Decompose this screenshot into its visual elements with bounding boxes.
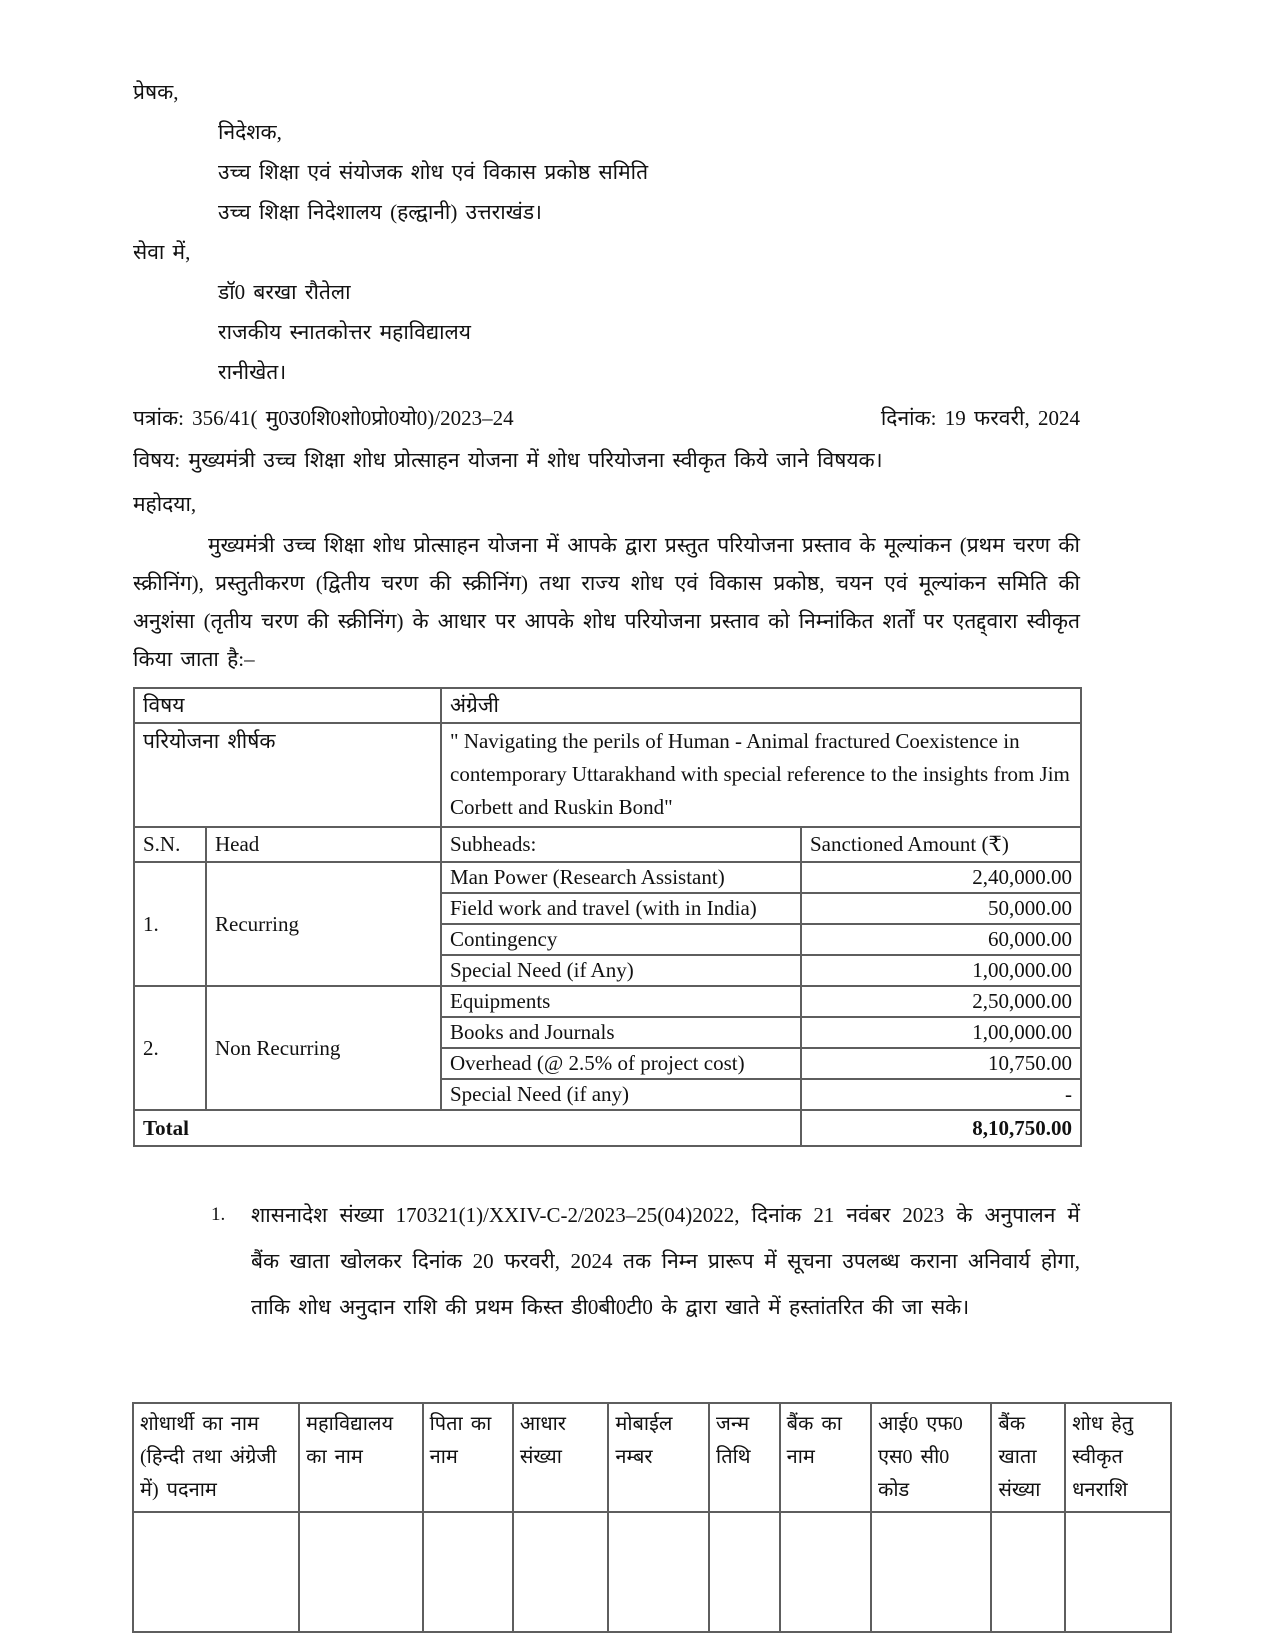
bank-empty-cell — [991, 1512, 1065, 1632]
head-column-header: Head — [206, 827, 441, 862]
bank-empty-cell — [513, 1512, 608, 1632]
subheads-column-header: Subheads: — [441, 827, 801, 862]
subject-value-cell: अंग्रेजी — [441, 688, 1081, 723]
subhead-cell: Special Need (if any) — [441, 1079, 801, 1110]
amount-cell: 60,000.00 — [801, 924, 1081, 955]
sanction-table — [133, 687, 1082, 1147]
bank-details-table — [132, 1402, 1172, 1633]
bank-empty-cell — [871, 1512, 991, 1632]
bank-header-account-number: बैंक खाता संख्या — [991, 1403, 1065, 1512]
sender-line: उच्च शिक्षा निदेशालय (हल्द्वानी) उत्तराखंड। — [218, 200, 543, 224]
bank-header-father-name: पिता का नाम — [423, 1403, 513, 1512]
bank-header-mobile-number: मोबाईल नम्बर — [608, 1403, 709, 1512]
amount-cell: 1,00,000.00 — [801, 1017, 1081, 1048]
condition-text: शासनादेश संख्या 170321(1)/XXIV-C-2/2023–25(04)2022, दिनांक 21 नवंबर 2023 के अनुपालन में बैंक खाता खोलकर दिनांक 20 फरवरी, 2024 तक निम्न प्रारूप में सूचना उपलब्ध कराना अनिवार्य होगा, ताकि शोध अनुदान राशि की प्रथम किस्त डी0बी0टी0 के द्वारा खाते में हस्तांतरित की जा सके। — [251, 1203, 1080, 1319]
sender-line: निदेशक, — [218, 120, 282, 144]
bank-empty-cell — [608, 1512, 709, 1632]
amount-cell: 2,50,000.00 — [801, 986, 1081, 1017]
serial-cell: 1. — [134, 862, 206, 986]
bank-header-ifsc-code: आई0 एफ0 एस0 सी0 कोड — [871, 1403, 991, 1512]
salutation: महोदया, — [133, 492, 197, 516]
amount-column-header: Sanctioned Amount (₹) — [801, 827, 1081, 862]
recipient-line: रानीखेत। — [218, 360, 287, 384]
body-paragraph: मुख्यमंत्री उच्च शिक्षा शोध प्रोत्साहन योजना में आपके द्वारा प्रस्तुत परियोजना प्रस्ताव के मूल्यांकन (प्रथम चरण की स्क्रीनिंग), प्रस्तुतीकरण (द्वितीय चरण की स्क्रीनिंग) तथा राज्य शोध एवं विकास प्रकोष्ठ, चयन एवं मूल्यांकन समिति की अनुशंसा (तृतीय चरण की स्क्रीनिंग) के आधार पर आपके शोध परियोजना प्रस्ताव को निम्नांकित शर्तों पर एतद्द्वारा स्वीकृत किया जाता है:– — [133, 533, 1080, 671]
subject-line: विषय: मुख्यमंत्री उच्च शिक्षा शोध प्रोत्साहन योजना में शोध परियोजना स्वीकृत किये जाने विषयक। — [133, 448, 883, 472]
bank-empty-cell — [133, 1512, 299, 1632]
bank-empty-cell — [780, 1512, 871, 1632]
bank-header-aadhaar-number: आधार संख्या — [513, 1403, 608, 1512]
bank-header-date-of-birth: जन्म तिथि — [709, 1403, 780, 1512]
bank-empty-cell — [709, 1512, 780, 1632]
subhead-cell: Field work and travel (with in India) — [441, 893, 801, 924]
amount-cell: - — [801, 1079, 1081, 1110]
letter-date: दिनांक: 19 फरवरी, 2024 — [880, 406, 1080, 430]
amount-cell: 1,00,000.00 — [801, 955, 1081, 986]
bank-empty-cell — [423, 1512, 513, 1632]
sn-column-header: S.N. — [134, 827, 206, 862]
recipient-line: राजकीय स्नातकोत्तर महाविद्यालय — [218, 320, 471, 344]
project-title-cell: " Navigating the perils of Human - Animal fractured Coexistence in contemporary Uttarakhand with special reference to the insights from Jim Corbett and Ruskin Bond" — [441, 723, 1081, 827]
bank-header-sanctioned-funds: शोध हेतु स्वीकृत धनराशि — [1065, 1403, 1171, 1512]
subhead-cell: Special Need (if Any) — [441, 955, 801, 986]
subhead-cell: Contingency — [441, 924, 801, 955]
total-amount-cell: 8,10,750.00 — [801, 1110, 1081, 1146]
head-cell: Non Recurring — [206, 986, 441, 1110]
ref-number: पत्रांक: 356/41( मु0उ0शि0शो0प्रो0यो0)/2023–24 — [133, 406, 514, 430]
bank-empty-cell — [1065, 1512, 1171, 1632]
project-title-label-cell: परियोजना शीर्षक — [134, 723, 441, 827]
subhead-cell: Equipments — [441, 986, 801, 1017]
head-cell: Recurring — [206, 862, 441, 986]
sender-line: उच्च शिक्षा एवं संयोजक शोध एवं विकास प्रकोष्ठ समिति — [218, 160, 649, 184]
total-label-cell: Total — [134, 1110, 801, 1146]
condition-number: 1. — [211, 1204, 226, 1225]
recipient-line: डॉ0 बरखा रौतेला — [218, 280, 351, 304]
serial-cell: 2. — [134, 986, 206, 1110]
amount-cell: 2,40,000.00 — [801, 862, 1081, 893]
subhead-cell: Man Power (Research Assistant) — [441, 862, 801, 893]
subject-label-cell: विषय — [134, 688, 441, 723]
recipient-label: सेवा में, — [133, 240, 191, 264]
bank-header-college-name: महाविद्यालय का नाम — [299, 1403, 423, 1512]
amount-cell: 50,000.00 — [801, 893, 1081, 924]
bank-empty-cell — [299, 1512, 423, 1632]
subhead-cell: Overhead (@ 2.5% of project cost) — [441, 1048, 801, 1079]
condition-item — [211, 1192, 1080, 1330]
subhead-cell: Books and Journals — [441, 1017, 801, 1048]
bank-header-researcher-name: शोधार्थी का नाम (हिन्दी तथा अंग्रेजी में) पदनाम — [133, 1403, 299, 1512]
bank-header-bank-name: बैंक का नाम — [780, 1403, 871, 1512]
amount-cell: 10,750.00 — [801, 1048, 1081, 1079]
sender-label: प्रेषक, — [133, 80, 179, 104]
